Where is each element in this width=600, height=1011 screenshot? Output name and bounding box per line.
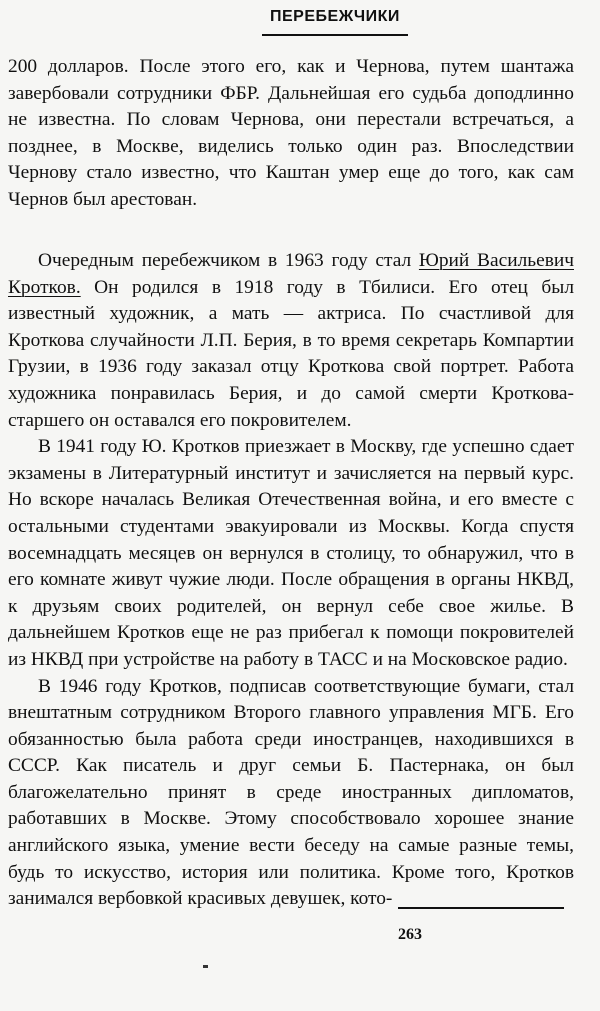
text-block-main [8,248,574,913]
paragraph-2-rest: Он родился в 1918 году в Тбилиси. Его отец был известный художник, а мать — актриса. По счастливой для Кроткова случайности Л.П. Берия, в то время секретарь Компартии Грузии, в 1936 году заказал отцу Кроткова свой портрет. Работа художника понравилась Берия, и до самой смерти Кроткова-старшего он оставался его покровителем. [8,276,574,431]
paragraph-2 [8,248,574,434]
text-block-top [8,54,574,214]
footer-rule [398,907,564,909]
paragraph-4: В 1946 году Кротков, подписав соответствующие бумаги, стал внештатным сотрудником Второго главного управления МГБ. Его обязанностью была работа среди иностранцев, находившихся в СССР. Как писатель и друг семьи Б. Пастернака, он был благожелательно принят в среде иностранных дипломатов, работавших в Москве. Этому способствовало хорошее знание английского языка, умение вести беседу на самые разные темы, будь то искусство, история или политика. Кроме того, Кротков занимался вербовкой красивых девушек, кото- [8,675,574,910]
underlined-name: Юрий Васильевич Кротков. [8,250,574,298]
paragraph-3: В 1941 году Ю. Кротков приезжает в Москву, где успешно сдает экзамены в Литературный институт и зачисляется на первый курс. Но вскоре началась Великая Отечественная война, и его вместе с остальными студентами эвакуировали из Москвы. Когда спустя восемнадцать месяцев он вернулся в столицу, то обнаружил, что в его комнате живут чужие люди. После обращения в органы НКВД, к друзьям своих родителей, он вернул себе свое жилье. В дальнейшем Кротков еще не раз прибегал к помощи покровителей из НКВД при устройстве на работу в ТАСС и на Московское радио. [8,436,574,670]
stray-mark [203,965,208,968]
running-header: ПЕРЕБЕЖЧИКИ [270,8,400,25]
paragraph-1: 200 долларов. После этого его, как и Чернова, путем шантажа завербовали сотрудники ФБР. Дальнейшая его судьба доподлинно не известна. По словам Чернова, они перестали встречаться, а позднее, в Москве, виделись только один раз. Впоследствии Чернову стало известно, что Каштан умер еще до того, как сам Чернов был арестован. [8,56,574,210]
page-number: 263 [398,926,422,943]
header-rule [262,34,408,36]
paragraph-2-start: Очередным перебежчиком в 1963 году стал [38,250,419,271]
